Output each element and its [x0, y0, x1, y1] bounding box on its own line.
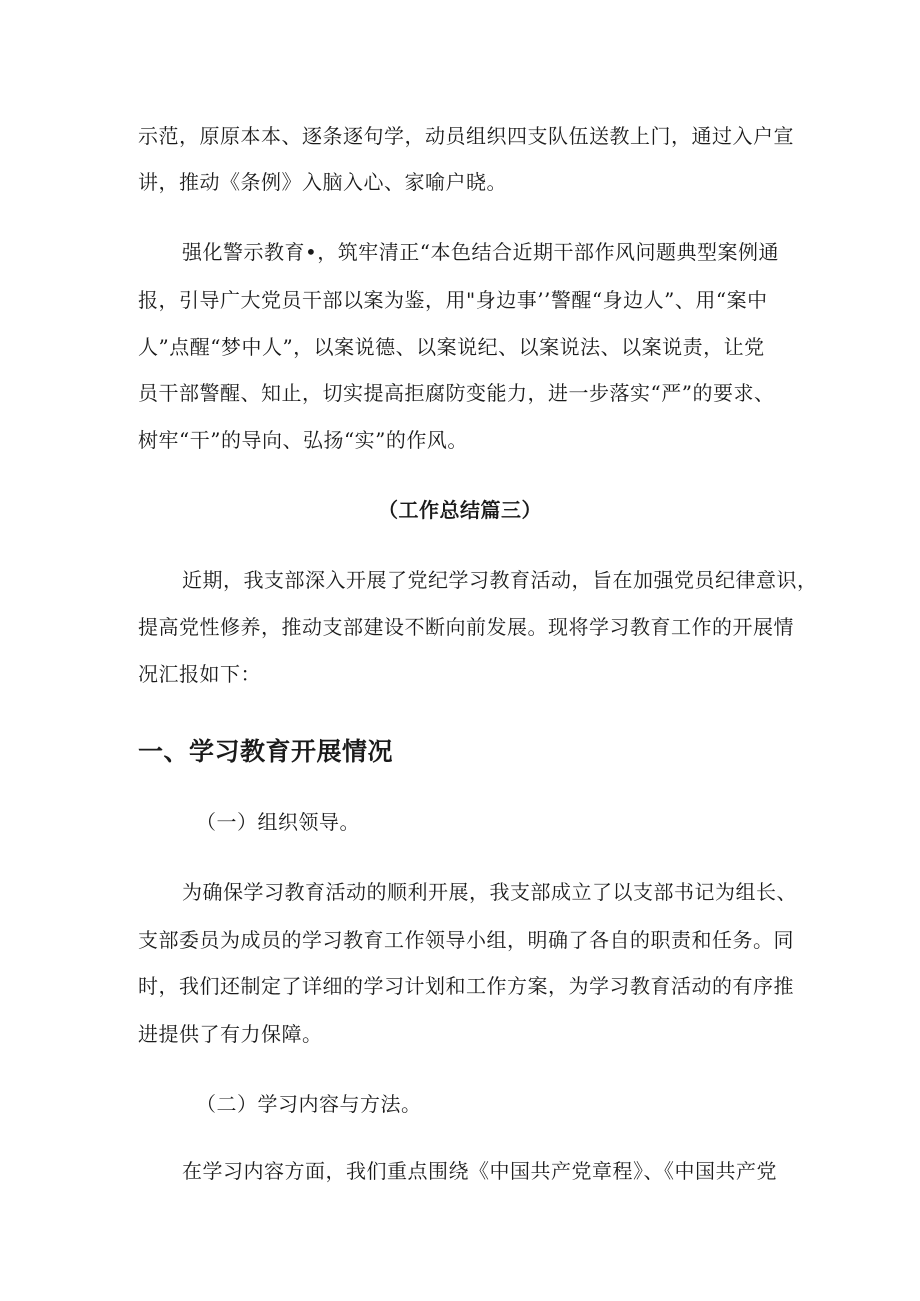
- subsection-heading: （二）学习内容与方法。: [196, 1092, 422, 1116]
- chapter-heading: 一、学习教育开展情况: [138, 737, 394, 766]
- subsection-heading: （一）组织领导。: [196, 810, 360, 834]
- paragraph-line: 提高党性修养，推动支部建设不断向前发展。现将学习教育工作的开展情: [138, 615, 794, 639]
- paragraph-line: 强化警示教育•，筑牢清正“本色结合近期干部作风问题典型案例通: [182, 240, 780, 264]
- paragraph-line: 讲，推动《条例》入脑入心、家喻户晓。: [138, 170, 507, 194]
- paragraph-line: 人”点醒“梦中人”，以案说德、以案说纪、以案说法、以案说责，让党: [138, 335, 765, 359]
- paragraph-line: 报，引导广大党员干部以案为鉴，用"身边事’’警醒“身边人”、用“案中: [138, 288, 768, 312]
- paragraph-line: 况汇报如下：: [138, 662, 261, 686]
- paragraph-line: 示范，原原本本、逐条逐句学，动员组织四支队伍送教上门，通过入户宣: [138, 124, 794, 148]
- paragraph-line: 近期，我支部深入开展了党纪学习教育活动，旨在加强党员纪律意识，: [182, 568, 818, 592]
- paragraph-line: 进提供了有力保障。: [138, 1022, 323, 1046]
- paragraph-line: 支部委员为成员的学习教育工作领导小组，明确了各自的职责和任务。同: [138, 928, 794, 952]
- section-title: （工作总结篇三）: [378, 498, 542, 522]
- paragraph-line: 为确保学习教育活动的顺利开展，我支部成立了以支部书记为组长、: [182, 880, 797, 904]
- paragraph-line: 时，我们还制定了详细的学习计划和工作方案，为学习教育活动的有序推: [138, 974, 794, 998]
- paragraph-line: 在学习内容方面，我们重点围绕《中国共产党章程》、《中国共产党: [182, 1159, 777, 1183]
- paragraph-line: 树牢“干”的导向、弘扬“实”的作风。: [138, 428, 468, 452]
- paragraph-line: 员干部警醒、知止，切实提高拒腐防变能力，进一步落实“严”的要求、: [138, 381, 775, 405]
